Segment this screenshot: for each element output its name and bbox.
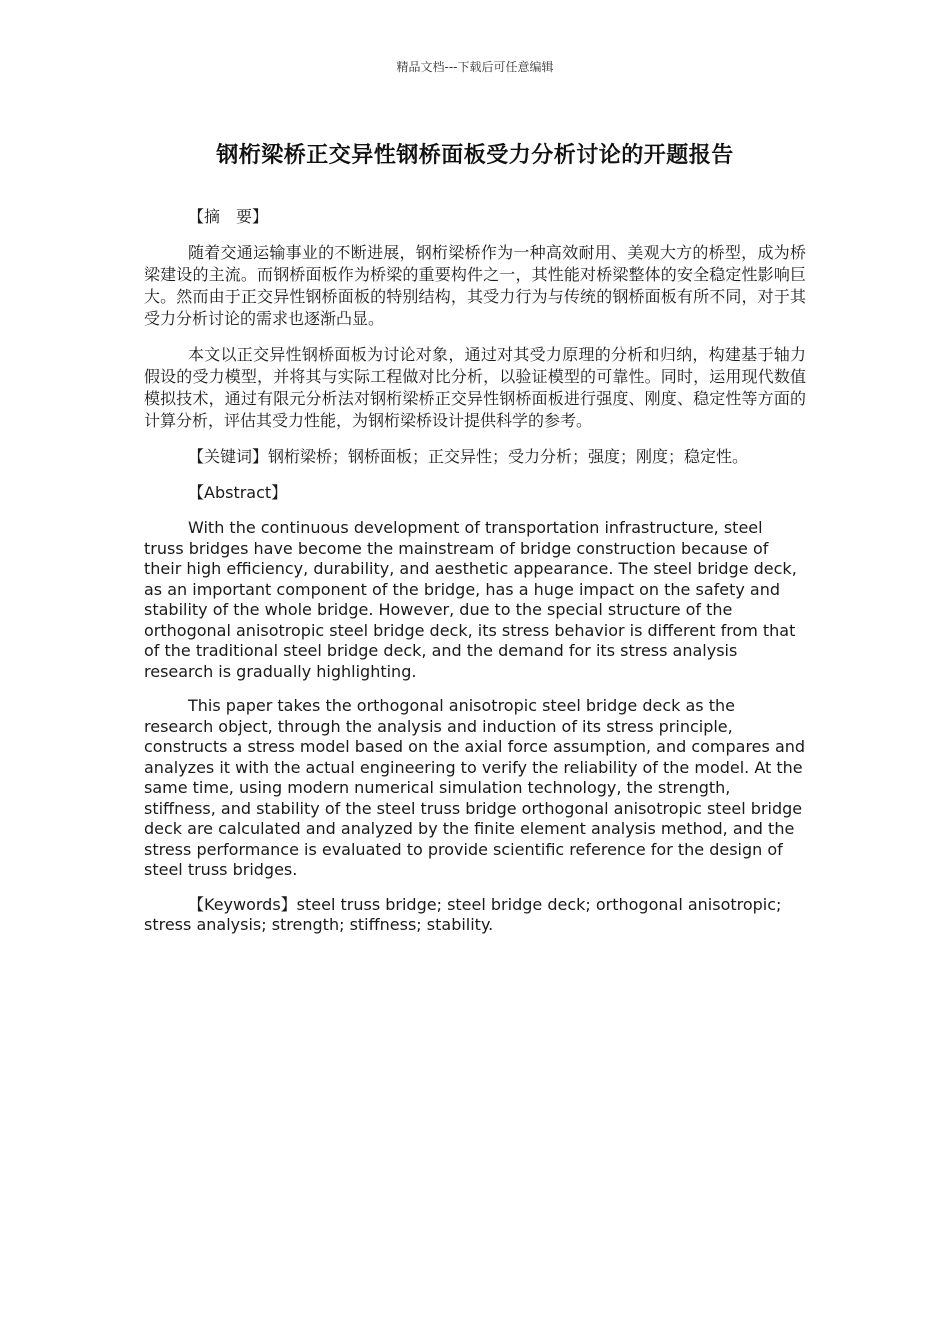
abstract-zh-paragraph-2: 本文以正交异性钢桥面板为讨论对象，通过对其受力原理的分析和归纳，构建基于轴力假设的受力模型，并将其与实际工程做对比分析，以验证模型的可靠性。同时，运用现代数值模拟技术，通过有限元分析法对钢桁梁桥正交异性钢桥面板进行强度、刚度、稳定性等方面的计算分析，评估其受力性能，为钢桁梁桥设计提供科学的参考。	[144, 345, 806, 430]
abstract-en-paragraph-2: This paper takes the orthogonal anisotropic steel bridge deck as the research object, through the analysis and induction of its stress principle, constructs a stress model based on the axial force assumption, and compares and analyzes it with the actual engineering to verify the reliability of the model. At the same time, using modern numerical simulation technology, the strength, stiffness, and stability of the steel truss bridge orthogonal anisotropic steel bridge deck are calculated and analyzed by the finite element analysis method, and the stress performance is evaluated to provide scientific reference for the design of steel truss bridges.	[144, 696, 806, 879]
page-header-watermark: 精品文档---下载后可任意编辑	[396, 60, 554, 74]
abstract-zh-paragraph-1: 随着交通运输事业的不断进展，钢桁梁桥作为一种高效耐用、美观大方的桥型，成为桥梁建设的主流。而钢桥面板作为桥梁的重要构件之一，其性能对桥梁整体的安全稳定性影响巨大。然而由于正交异性钢桥面板的特别结构，其受力行为与传统的钢桥面板有所不同，对于其受力分析讨论的需求也逐渐凸显。	[144, 243, 806, 328]
abstract-zh-label: 【摘 要】	[188, 207, 269, 226]
keywords-en: 【Keywords】steel truss bridge; steel bridge deck; orthogonal anisotropic; stress analysis; strength; stiffness; stability.	[144, 894, 782, 934]
document-body	[144, 206, 806, 950]
abstract-en-paragraph-1: With the continuous development of transportation infrastructure, steel truss bridges have become the mainstream of bridge construction because of their high efficiency, durability, and aesthetic appearance. The steel bridge deck, as an important component of the bridge, has a huge impact on the safety and stability of the whole bridge. However, due to the special structure of the orthogonal anisotropic steel bridge deck, its stress behavior is different from that of the traditional steel bridge deck, and the demand for its stress analysis research is gradually highlighting.	[144, 518, 797, 681]
abstract-en-label: 【Abstract】	[188, 483, 288, 502]
keywords-zh: 【关键词】钢桁梁桥；钢桥面板；正交异性；受力分析；强度；刚度；稳定性。	[188, 447, 749, 466]
document-title: 钢桁梁桥正交异性钢桥面板受力分析讨论的开题报告	[216, 143, 734, 168]
